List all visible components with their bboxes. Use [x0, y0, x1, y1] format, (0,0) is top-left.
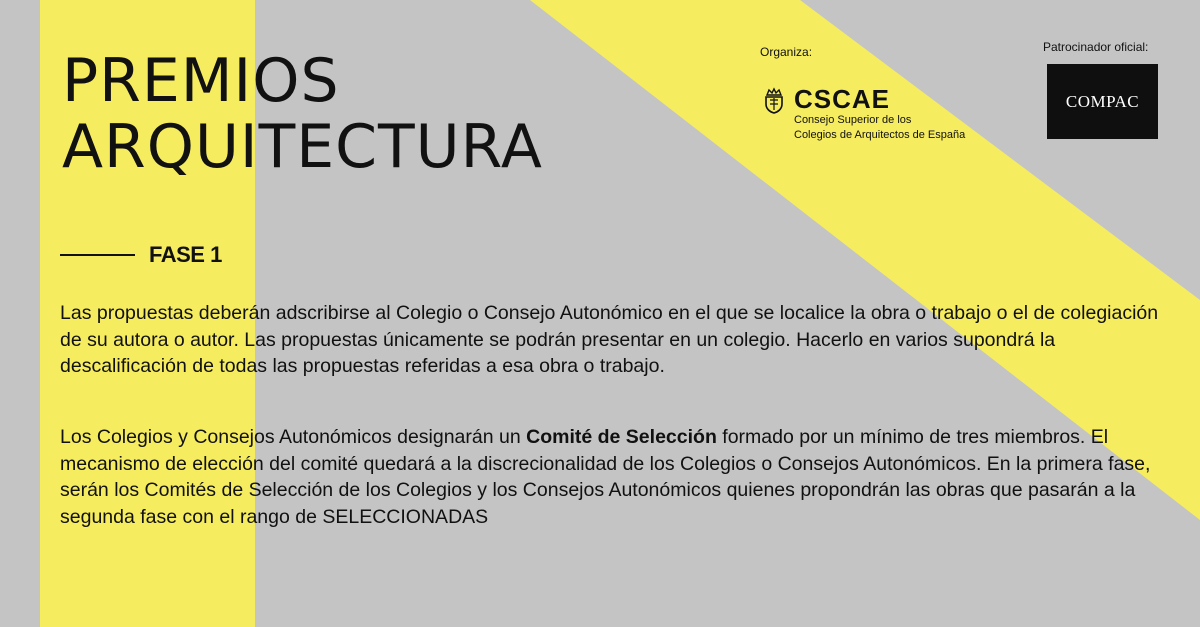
sponsor-logo — [1047, 64, 1158, 139]
organizer-logo — [762, 86, 965, 142]
page-title — [62, 48, 543, 180]
organizer-name: CSCAE — [794, 84, 891, 114]
phase-label: FASE 1 — [149, 242, 222, 267]
title-line-2: ARQUITECTURA — [62, 112, 543, 182]
title-line-1: PREMIOS — [62, 46, 340, 116]
paragraph-2-text-before: Los Colegios y Consejos Autonómicos designarán un — [60, 426, 527, 448]
phase-heading — [60, 242, 222, 268]
paragraph-1: Las propuestas deberán adscribirse al Colegio o Consejo Autonómico en el que se localice la obra o trabajo o el de colegiación de su autora o autor. Las propuestas únicamente se podrán presentar en un colegio. Hacerlo en varios supondrá la descalificación de todas las propuestas referidas a esa obra o trabajo. — [60, 302, 1159, 377]
organizer-label: Organiza: — [760, 45, 813, 59]
paragraph-2-text-after: formado por un mínimo de tres miembros. El mecanismo de elección del comité quedará a la discrecionalidad de los Colegios o Consejos Autonómicos. En la primera fase, serán los Comités de Selección de los Colegios y los Consejos Autonómicos quienes propondrán las obras que pasarán a la segunda fase con el rango de SELECCIONADAS — [60, 426, 1151, 528]
organizer-text — [794, 86, 965, 142]
sponsor-label: Patrocinador oficial: — [1043, 40, 1149, 54]
phase-rule — [60, 254, 135, 256]
paragraph-2-bold: Comité de Selección — [526, 426, 717, 448]
organizer-subtitle-1: Consejo Superior de los — [794, 114, 912, 126]
paragraph-2 — [60, 424, 1160, 530]
sponsor-name: COMPAC — [1065, 91, 1140, 111]
crest-icon — [762, 86, 786, 114]
organizer-subtitle-2: Colegios de Arquitectos de España — [794, 129, 966, 141]
